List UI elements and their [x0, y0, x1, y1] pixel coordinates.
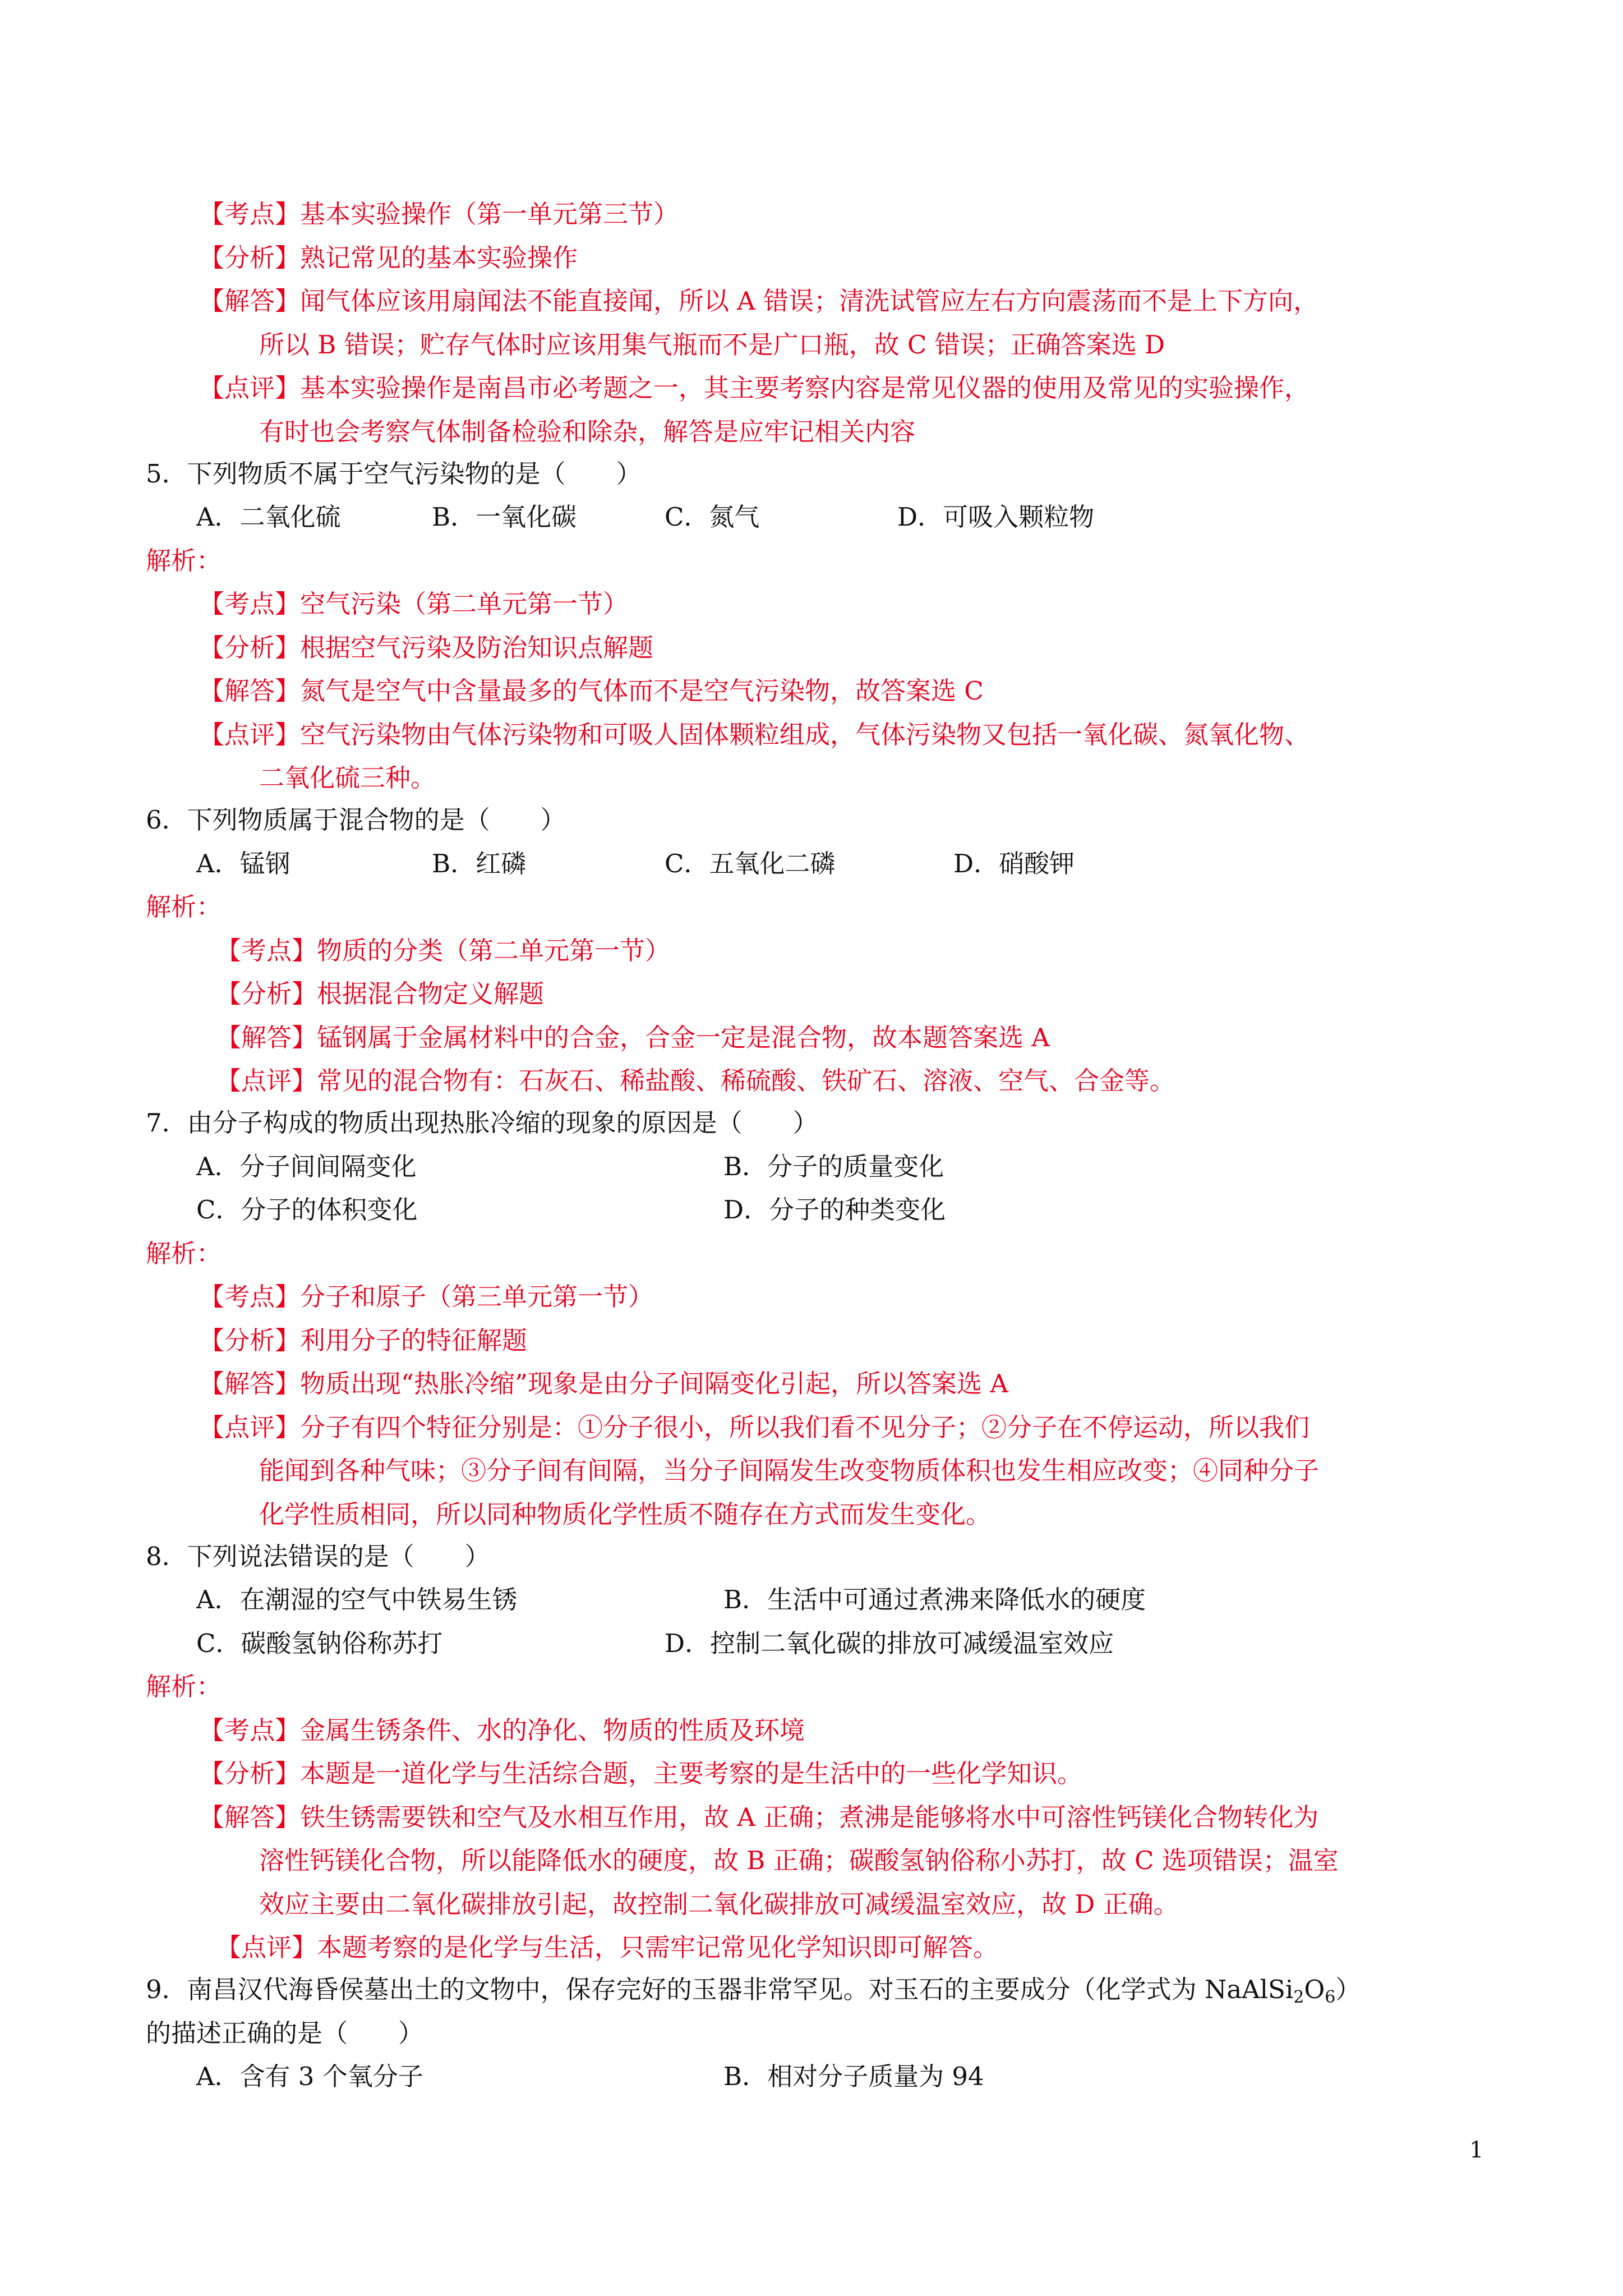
q4-dianping-2: 有时也会考察气体制备检验和除杂，解答是应牢记相关内容 — [259, 417, 916, 447]
q8-option-c: C．碳酸氢钠俗称苏打 — [196, 1628, 443, 1658]
q5-dianping-1: 【点评】空气污染物由气体污染物和可吸人固体颗粒组成，气体污染物又包括一氧化碳、氮氧化物、 — [199, 720, 1310, 749]
q8-stem: 8．下列说法错误的是（ ） — [146, 1542, 490, 1571]
q6-fenxi: 【分析】根据混合物定义解题 — [216, 979, 545, 1009]
q6-dianping: 【点评】常见的混合物有：石灰石、稀盐酸、稀硫酸、铁矿石、溶液、空气、合金等。 — [216, 1066, 1175, 1096]
q7-jiexi-label: 解析： — [146, 1239, 222, 1268]
q9-stem-line-1 — [146, 1973, 1361, 2014]
q4-jieda-1: 【解答】闻气体应该用扇闻法不能直接闻，所以 A 错误；清洗试管应左右方向震荡而不是上下方向， — [199, 286, 1319, 316]
q7-fenxi: 【分析】利用分子的特征解题 — [199, 1326, 528, 1355]
q6-option-a: A．锰钢 — [196, 849, 291, 878]
q9-stem-line-2: 的描述正确的是（ ） — [146, 2018, 424, 2048]
q7-option-c: C．分子的体积变化 — [196, 1195, 418, 1225]
q9-stem-close: ） — [1335, 1975, 1361, 2004]
q8-option-a: A．在潮湿的空气中铁易生锈 — [196, 1585, 518, 1614]
q7-option-b: B．分子的质量变化 — [723, 1152, 944, 1181]
q4-kaodian: 【考点】基本实验操作（第一单元第三节） — [199, 199, 679, 229]
q9-stem-text: 9．南昌汉代海昏侯墓出土的文物中，保存完好的玉器非常罕见。对玉石的主要成分（化学式为 NaAlSi — [146, 1975, 1294, 2004]
q5-fenxi: 【分析】根据空气污染及防治知识点解题 — [199, 633, 654, 662]
q8-jieda-2: 溶性钙镁化合物，所以能降低水的硬度，故 B 正确；碳酸氢钠俗称小苏打，故 C 选项错误；温室 — [259, 1846, 1339, 1875]
q5-dianping-2: 二氧化硫三种。 — [259, 763, 436, 793]
q7-kaodian: 【考点】分子和原子（第三单元第一节） — [199, 1282, 654, 1312]
q8-option-d: D．控制二氧化碳的排放可减缓温室效应 — [665, 1628, 1114, 1658]
q6-option-c: C．五氧化二磷 — [665, 849, 836, 878]
q5-option-d: D．可吸入颗粒物 — [897, 502, 1095, 532]
q6-jieda: 【解答】锰钢属于金属材料中的合金，合金一定是混合物，故本题答案选 A — [216, 1023, 1050, 1052]
q8-jieda-3: 效应主要由二氧化碳排放引起，故控制二氧化碳排放可减缓温室效应，故 D 正确。 — [259, 1889, 1179, 1919]
page-number: 1 — [1469, 2137, 1484, 2163]
q7-dianping-1: 【点评】分子有四个特征分别是：①分子很小，所以我们看不见分子；②分子在不停运动，所以我们 — [199, 1412, 1310, 1442]
q4-dianping-1: 【点评】基本实验操作是南昌市必考题之一，其主要考察内容是常见仪器的使用及常见的实验操作， — [199, 373, 1310, 403]
q7-stem: 7．由分子构成的物质出现热胀冷缩的现象的原因是（ ） — [146, 1108, 818, 1138]
q9-subscript-2: 2 — [1293, 1987, 1304, 2007]
q6-kaodian: 【考点】物质的分类（第二单元第一节） — [216, 936, 671, 965]
q8-jiexi-label: 解析： — [146, 1672, 222, 1701]
q9-option-a: A．含有 3 个氧分子 — [196, 2062, 423, 2091]
q5-stem: 5．下列物质不属于空气污染物的是（ ） — [146, 459, 642, 489]
q5-option-b: B．一氧化碳 — [432, 502, 577, 532]
q5-kaodian: 【考点】空气污染（第二单元第一节） — [199, 589, 629, 619]
q7-option-d: D．分子的种类变化 — [723, 1195, 946, 1225]
q7-option-a: A．分子间间隔变化 — [196, 1152, 417, 1181]
q9-subscript-6: 6 — [1325, 1987, 1336, 2007]
q7-dianping-2: 能闻到各种气味；③分子间有间隔，当分子间隔发生改变物质体积也发生相应改变；④同种分子 — [259, 1456, 1320, 1485]
q8-option-b: B．生活中可通过煮沸来降低水的硬度 — [723, 1585, 1146, 1614]
q5-jieda: 【解答】氮气是空气中含量最多的气体而不是空气污染物，故答案选 C — [199, 676, 984, 706]
q7-jieda: 【解答】物质出现“热胀冷缩”现象是由分子间隔变化引起，所以答案选 A — [199, 1369, 1008, 1398]
q7-dianping-3: 化学性质相同，所以同种物质化学性质不随存在方式而发生变化。 — [259, 1499, 992, 1529]
q6-option-b: B．红磷 — [432, 849, 527, 878]
q9-oxygen-symbol: O — [1304, 1975, 1325, 2004]
q5-option-c: C．氮气 — [665, 502, 760, 532]
q8-kaodian: 【考点】金属生锈条件、水的净化、物质的性质及环境 — [199, 1715, 805, 1745]
q8-fenxi: 【分析】本题是一道化学与生活综合题，主要考察的是生活中的一些化学知识。 — [199, 1759, 1083, 1788]
q8-dianping: 【点评】本题考察的是化学与生活，只需牢记常见化学知识即可解答。 — [216, 1932, 999, 1962]
q8-jieda-1: 【解答】铁生锈需要铁和空气及水相互作用，故 A 正确；煮沸是能够将水中可溶性钙镁化合物转化为 — [199, 1802, 1319, 1832]
q4-jieda-2: 所以 B 错误；贮存气体时应该用集气瓶而不是广口瓶，故 C 错误；正确答案选 D — [259, 330, 1165, 360]
q4-fenxi: 【分析】熟记常见的基本实验操作 — [199, 243, 578, 273]
q9-option-b: B．相对分子质量为 94 — [723, 2062, 984, 2091]
q5-option-a: A．二氧化硫 — [196, 502, 341, 532]
q6-option-d: D．硝酸钾 — [953, 849, 1075, 878]
q6-jiexi-label: 解析： — [146, 892, 222, 922]
q6-stem: 6．下列物质属于混合物的是（ ） — [146, 805, 566, 835]
q5-jiexi-label: 解析： — [146, 546, 222, 576]
